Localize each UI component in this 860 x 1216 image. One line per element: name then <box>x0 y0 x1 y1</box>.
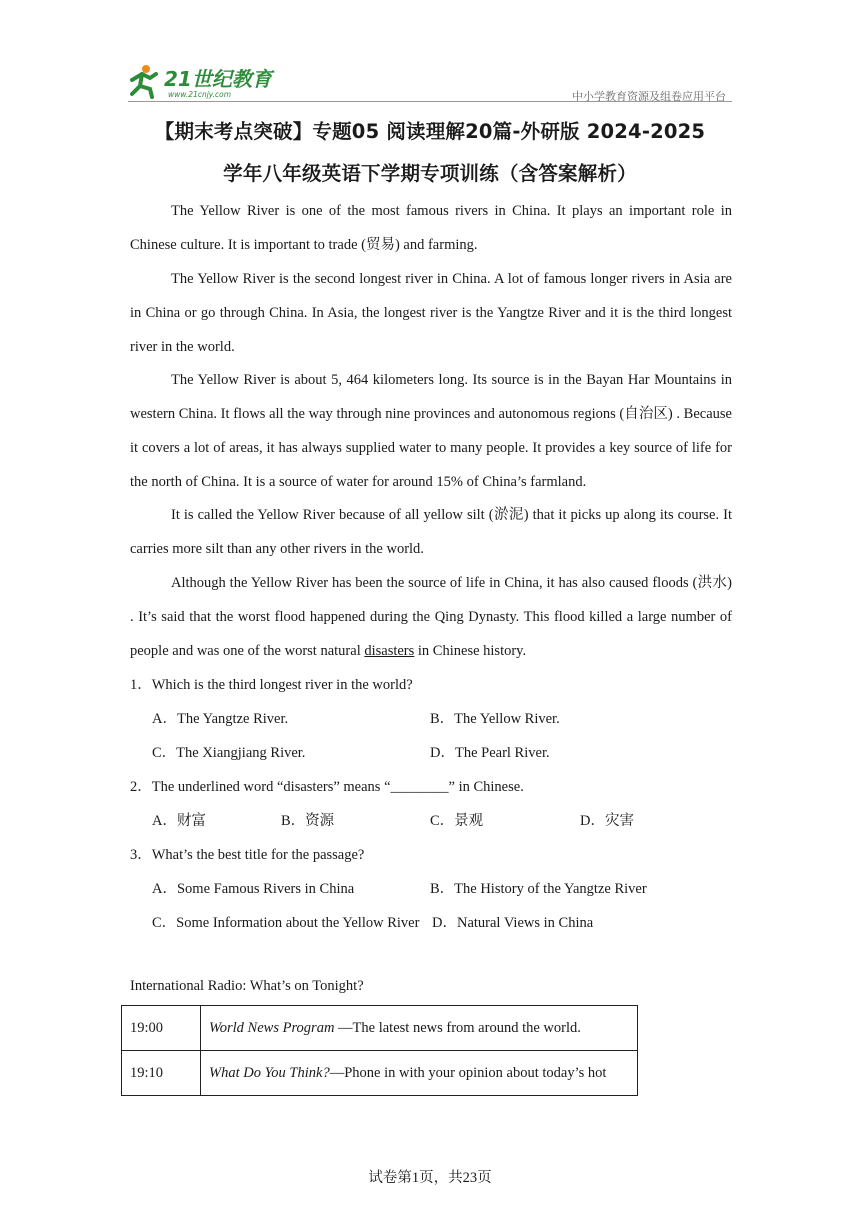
schedule-description <box>201 1006 638 1051</box>
passage-paragraph-4: It is called the Yellow River because of all yellow silt (淤泥) that it picks up along its course. It carries more silt than any other rivers in the world. <box>130 507 732 557</box>
page-footer: 试卷第1页，共23页 <box>368 1170 492 1186</box>
program-name: World News Program <box>209 1019 335 1036</box>
question-3-stem: 3．What’s the best title for the passage? <box>130 847 365 863</box>
runner-logo-icon <box>128 62 278 100</box>
q2-option-a: A．财富 <box>152 813 206 829</box>
passage-paragraph-3: The Yellow River is about 5, 464 kilometers long. Its source is in the Bayan Har Mountains in western China. It flows all the way through nine provinces and autonomous regions (自治区) . Because it covers a lot of areas, it has always supplied water to many people. It provides a key source of life for the north of China. It is a source of water for around 15% of China’s farmland. <box>130 372 732 490</box>
q1-option-d: D．The Pearl River. <box>430 745 550 761</box>
q3-option-b: B．The History of the Yangtze River <box>430 881 647 897</box>
schedule-time: 19:10 <box>122 1051 201 1096</box>
logo <box>128 62 278 100</box>
passage-paragraph-5 <box>130 566 732 668</box>
paragraph-5-text: Although the Yellow River has been the source of life in China, it has also caused floods (洪水) . It’s said that the worst flood happened during the Qing Dynasty. This flood killed a large number of people and was one of the worst natural <box>130 575 732 659</box>
radio-schedule-title: International Radio: What’s on Tonight? <box>130 978 364 994</box>
table-row <box>122 1051 638 1096</box>
q1-option-c: C．The Xiangjiang River. <box>152 745 306 761</box>
schedule-description <box>201 1051 638 1096</box>
logo-url: www.21cnjy.com <box>168 90 232 99</box>
q3-option-c: C．Some Information about the Yellow River <box>152 915 420 931</box>
title-line-1: 【期末考点突破】专题05 阅读理解20篇-外研版 2024-2025 <box>154 120 706 143</box>
page-header <box>128 62 732 102</box>
radio-schedule-table <box>121 1005 638 1096</box>
q3-option-d: D．Natural Views in China <box>432 915 594 931</box>
program-detail: —The latest news from around the world. <box>334 1019 581 1036</box>
underlined-word: disasters <box>364 643 415 659</box>
program-name: What Do You Think? <box>209 1064 330 1081</box>
passage-paragraph-1: The Yellow River is one of the most famous rivers in China. It plays an important role in Chinese culture. It is important to trade (贸易) and farming. <box>130 203 732 253</box>
q2-option-d: D．灾害 <box>580 813 634 829</box>
question-2-stem: 2．The underlined word “disasters” means “________” in Chinese. <box>130 779 524 795</box>
program-detail: —Phone in with your opinion about today’s hot <box>329 1064 607 1081</box>
q2-option-b: B．资源 <box>281 813 335 829</box>
title-line-2: 学年八年级英语下学期专项训练（含答案解析） <box>223 162 637 185</box>
header-platform-text: 中小学教育资源及组卷应用平台 <box>572 90 726 103</box>
question-1-stem: 1．Which is the third longest river in the world? <box>130 677 413 693</box>
q3-option-a: A．Some Famous Rivers in China <box>152 881 355 897</box>
q2-option-c: C．景观 <box>430 813 484 829</box>
q1-option-a: A．The Yangtze River. <box>152 711 289 727</box>
table-row <box>122 1006 638 1051</box>
schedule-time: 19:00 <box>122 1006 201 1051</box>
passage-paragraph-2: The Yellow River is the second longest river in China. A lot of famous longer rivers in Asia are in China or go through China. In Asia, the longest river is the Yangtze River and it is the third longest river in the world. <box>130 271 732 355</box>
q1-option-b: B．The Yellow River. <box>430 711 560 727</box>
header-divider <box>128 101 732 102</box>
logo-wordmark: 21世纪教育 <box>164 67 272 91</box>
paragraph-5-end: in Chinese history. <box>414 643 527 659</box>
